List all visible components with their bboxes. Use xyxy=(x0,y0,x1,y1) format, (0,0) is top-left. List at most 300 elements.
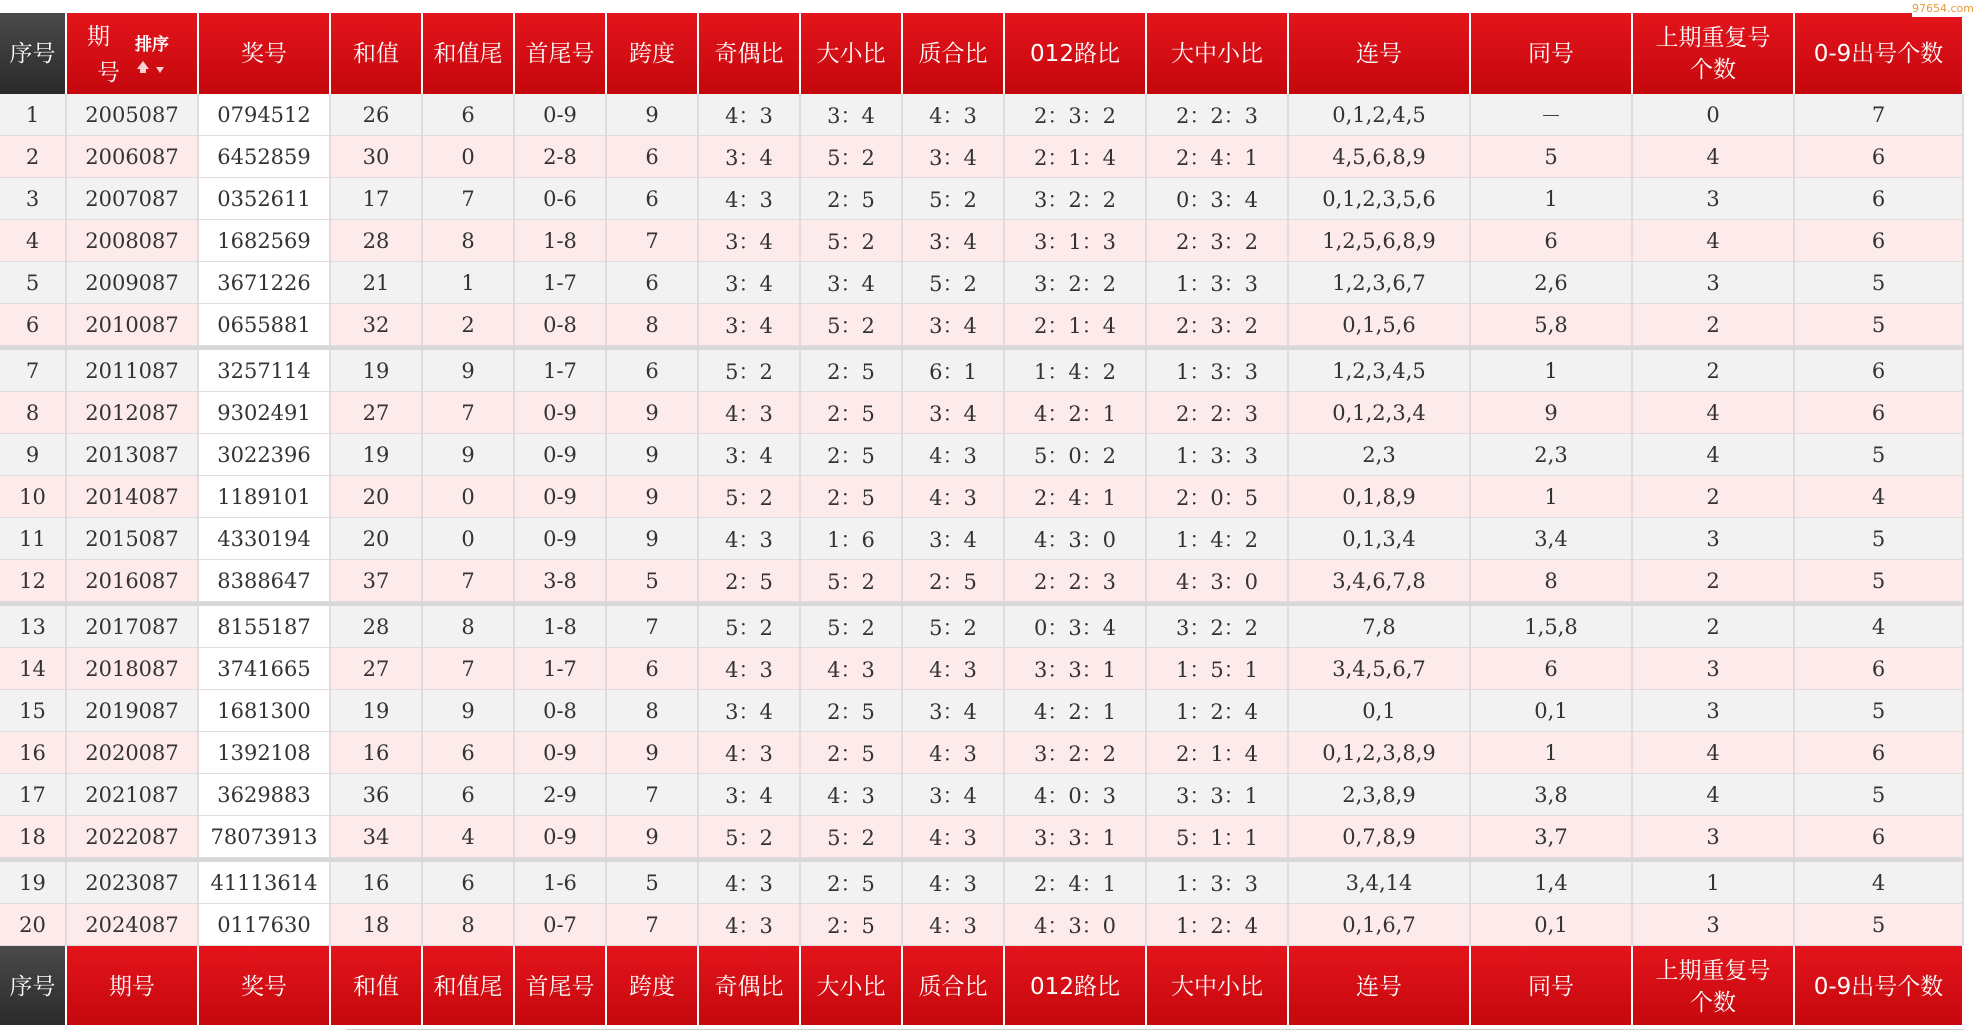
header-period-bottom: 号 xyxy=(97,60,120,86)
row-route-012: 3：2：2 xyxy=(1005,178,1147,220)
row-route-012: 0：3：4 xyxy=(1005,606,1147,648)
row-consecutive: 3,4,6,7,8 xyxy=(1289,560,1471,602)
row-route-012: 4：2：1 xyxy=(1005,690,1147,732)
header-repeat-count xyxy=(1633,13,1795,94)
row-span: 7 xyxy=(607,606,699,648)
row-sum-tail: 0 xyxy=(423,518,515,560)
row-period: 2016087 xyxy=(67,560,199,602)
row-prime-composite: 4：3 xyxy=(903,434,1005,476)
row-sum: 19 xyxy=(331,690,423,732)
row-odd-even: 3：4 xyxy=(699,262,801,304)
row-number: 0655881 xyxy=(199,304,331,346)
row-period: 2006087 xyxy=(67,136,199,178)
row-big-small: 2：5 xyxy=(801,904,903,946)
row-span: 5 xyxy=(607,560,699,602)
row-period: 2009087 xyxy=(67,262,199,304)
row-span: 8 xyxy=(607,304,699,346)
row-same: 1 xyxy=(1471,350,1633,392)
row-seq: 2 xyxy=(0,136,67,178)
row-odd-even: 3：4 xyxy=(699,220,801,262)
row-sum-tail: 7 xyxy=(423,392,515,434)
row-route-012: 3：2：2 xyxy=(1005,262,1147,304)
row-sum: 32 xyxy=(331,304,423,346)
row-repeat-count: 2 xyxy=(1633,560,1795,602)
row-sum-tail: 8 xyxy=(423,220,515,262)
row-first-last: 0-9 xyxy=(515,732,607,774)
row-span: 6 xyxy=(607,350,699,392)
row-same: 2,6 xyxy=(1471,262,1633,304)
row-number: 1392108 xyxy=(199,732,331,774)
row-odd-even: 4：3 xyxy=(699,94,801,136)
row-odd-even: 4：3 xyxy=(699,732,801,774)
row-span: 6 xyxy=(607,136,699,178)
row-odd-even: 4：3 xyxy=(699,178,801,220)
row-sum-tail: 2 xyxy=(423,304,515,346)
row-number: 8388647 xyxy=(199,560,331,602)
row-route-012: 2：1：4 xyxy=(1005,136,1147,178)
row-digits-count: 6 xyxy=(1795,392,1964,434)
row-route-012: 3：3：1 xyxy=(1005,648,1147,690)
header-sum: 和值 xyxy=(331,13,423,94)
row-first-last: 0-9 xyxy=(515,94,607,136)
row-same: 2,3 xyxy=(1471,434,1633,476)
row-big-mid-small: 2：0：5 xyxy=(1147,476,1289,518)
row-route-012: 2：4：1 xyxy=(1005,862,1147,904)
row-prime-composite: 4：3 xyxy=(903,904,1005,946)
table-row xyxy=(0,178,1964,220)
row-big-small: 3：4 xyxy=(801,94,903,136)
row-big-mid-small: 1：5：1 xyxy=(1147,648,1289,690)
row-odd-even: 5：2 xyxy=(699,350,801,392)
table-row xyxy=(0,774,1964,816)
row-sum: 17 xyxy=(331,178,423,220)
row-big-small: 2：5 xyxy=(801,476,903,518)
row-prime-composite: 3：4 xyxy=(903,220,1005,262)
row-repeat-count: 4 xyxy=(1633,434,1795,476)
row-first-last: 0-7 xyxy=(515,904,607,946)
row-number: 1682569 xyxy=(199,220,331,262)
table-row xyxy=(0,94,1964,136)
row-repeat-count: 3 xyxy=(1633,262,1795,304)
header-prime-composite: 质合比 xyxy=(903,13,1005,94)
row-repeat-count: 2 xyxy=(1633,476,1795,518)
row-repeat-count: 4 xyxy=(1633,220,1795,262)
footer-big-small: 大小比 xyxy=(801,946,903,1027)
header-seq: 序号 xyxy=(0,13,67,94)
row-consecutive: 0,1,3,4 xyxy=(1289,518,1471,560)
row-route-012: 4：2：1 xyxy=(1005,392,1147,434)
row-repeat-count: 3 xyxy=(1633,648,1795,690)
row-sum: 16 xyxy=(331,862,423,904)
footer-digits-count: 0-9出号个数 xyxy=(1795,946,1964,1027)
row-same: 5,8 xyxy=(1471,304,1633,346)
row-prime-composite: 4：3 xyxy=(903,94,1005,136)
row-repeat-count: 3 xyxy=(1633,904,1795,946)
row-digits-count: 6 xyxy=(1795,648,1964,690)
row-big-mid-small: 5：1：1 xyxy=(1147,816,1289,858)
table-header-bottom xyxy=(0,946,1964,1027)
footer-repeat-line1: 上期重复号 xyxy=(1655,957,1771,984)
row-seq: 3 xyxy=(0,178,67,220)
row-big-mid-small: 2：2：3 xyxy=(1147,94,1289,136)
table-row xyxy=(0,606,1964,648)
row-span: 9 xyxy=(607,518,699,560)
row-span: 9 xyxy=(607,732,699,774)
row-big-small: 1：6 xyxy=(801,518,903,560)
table-row xyxy=(0,690,1964,732)
row-sum: 28 xyxy=(331,606,423,648)
row-repeat-count: 1 xyxy=(1633,862,1795,904)
footer-same: 同号 xyxy=(1471,946,1633,1027)
footer-sum-tail: 和值尾 xyxy=(423,946,515,1027)
row-period: 2018087 xyxy=(67,648,199,690)
row-route-012: 2：1：4 xyxy=(1005,304,1147,346)
row-sum: 20 xyxy=(331,476,423,518)
table-row xyxy=(0,816,1964,858)
row-big-small: 5：2 xyxy=(801,606,903,648)
table-row xyxy=(0,220,1964,262)
row-same: 3,8 xyxy=(1471,774,1633,816)
row-sum-tail: 6 xyxy=(423,732,515,774)
row-period: 2013087 xyxy=(67,434,199,476)
header-digits-count: 0-9出号个数 xyxy=(1795,13,1964,94)
row-period: 2021087 xyxy=(67,774,199,816)
row-route-012: 5：0：2 xyxy=(1005,434,1147,476)
header-period-sort[interactable] xyxy=(67,13,199,94)
row-repeat-count: 4 xyxy=(1633,732,1795,774)
row-span: 8 xyxy=(607,690,699,732)
row-consecutive: 2,3 xyxy=(1289,434,1471,476)
row-first-last: 0-8 xyxy=(515,304,607,346)
row-consecutive: 0,7,8,9 xyxy=(1289,816,1471,858)
row-period: 2020087 xyxy=(67,732,199,774)
row-sum-tail: 6 xyxy=(423,862,515,904)
row-route-012: 2：3：2 xyxy=(1005,94,1147,136)
row-first-last: 2-8 xyxy=(515,136,607,178)
header-sum-tail: 和值尾 xyxy=(423,13,515,94)
table-row xyxy=(0,518,1964,560)
row-digits-count: 5 xyxy=(1795,304,1964,346)
row-number: 8155187 xyxy=(199,606,331,648)
row-seq: 10 xyxy=(0,476,67,518)
row-sum-tail: 6 xyxy=(423,774,515,816)
row-digits-count: 4 xyxy=(1795,862,1964,904)
row-repeat-count: 0 xyxy=(1633,94,1795,136)
row-first-last: 1-6 xyxy=(515,862,607,904)
row-big-small: 5：2 xyxy=(801,220,903,262)
row-odd-even: 3：4 xyxy=(699,304,801,346)
row-odd-even: 4：3 xyxy=(699,904,801,946)
row-big-small: 2：5 xyxy=(801,732,903,774)
row-span: 7 xyxy=(607,904,699,946)
header-period-top: 期 xyxy=(87,24,110,50)
row-route-012: 3：3：1 xyxy=(1005,816,1147,858)
row-digits-count: 5 xyxy=(1795,518,1964,560)
row-consecutive: 0,1,6,7 xyxy=(1289,904,1471,946)
row-route-012: 4：3：0 xyxy=(1005,518,1147,560)
row-sum: 27 xyxy=(331,392,423,434)
row-digits-count: 4 xyxy=(1795,606,1964,648)
row-odd-even: 5：2 xyxy=(699,816,801,858)
row-big-mid-small: 1：3：3 xyxy=(1147,434,1289,476)
row-number: 3671226 xyxy=(199,262,331,304)
row-sum-tail: 4 xyxy=(423,816,515,858)
row-period: 2024087 xyxy=(67,904,199,946)
footer-consecutive: 连号 xyxy=(1289,946,1471,1027)
row-sum: 21 xyxy=(331,262,423,304)
row-big-small: 2：5 xyxy=(801,434,903,476)
row-route-012: 4：3：0 xyxy=(1005,904,1147,946)
row-route-012: 3：1：3 xyxy=(1005,220,1147,262)
row-digits-count: 6 xyxy=(1795,220,1964,262)
footer-odd-even: 奇偶比 xyxy=(699,946,801,1027)
row-repeat-count: 2 xyxy=(1633,304,1795,346)
sort-label[interactable]: 排序 xyxy=(135,35,169,55)
row-seq: 12 xyxy=(0,560,67,602)
row-consecutive: 0,1,2,3,5,6 xyxy=(1289,178,1471,220)
row-sum: 37 xyxy=(331,560,423,602)
row-span: 7 xyxy=(607,220,699,262)
row-period: 2022087 xyxy=(67,816,199,858)
row-digits-count: 6 xyxy=(1795,350,1964,392)
row-number: 0352611 xyxy=(199,178,331,220)
footer-seq: 序号 xyxy=(0,946,67,1027)
row-number: 3629883 xyxy=(199,774,331,816)
row-sum: 19 xyxy=(331,350,423,392)
row-digits-count: 5 xyxy=(1795,560,1964,602)
row-span: 9 xyxy=(607,434,699,476)
row-span: 6 xyxy=(607,178,699,220)
row-first-last: 0-6 xyxy=(515,178,607,220)
row-sum: 16 xyxy=(331,732,423,774)
row-number: 4330194 xyxy=(199,518,331,560)
table-row xyxy=(0,862,1964,904)
row-consecutive: 4,5,6,8,9 xyxy=(1289,136,1471,178)
row-odd-even: 3：4 xyxy=(699,690,801,732)
row-sum: 30 xyxy=(331,136,423,178)
row-big-mid-small: 4：3：0 xyxy=(1147,560,1289,602)
bottom-divider xyxy=(346,1029,1964,1030)
row-number: 0117630 xyxy=(199,904,331,946)
row-period: 2017087 xyxy=(67,606,199,648)
row-number: 1681300 xyxy=(199,690,331,732)
row-first-last: 0-9 xyxy=(515,816,607,858)
row-first-last: 1-7 xyxy=(515,648,607,690)
row-sum: 28 xyxy=(331,220,423,262)
row-seq: 13 xyxy=(0,606,67,648)
table-row xyxy=(0,350,1964,392)
row-first-last: 0-9 xyxy=(515,518,607,560)
row-route-012: 2：2：3 xyxy=(1005,560,1147,602)
row-digits-count: 6 xyxy=(1795,732,1964,774)
row-sum-tail: 1 xyxy=(423,262,515,304)
row-repeat-count: 3 xyxy=(1633,816,1795,858)
row-same: 1 xyxy=(1471,476,1633,518)
row-seq: 18 xyxy=(0,816,67,858)
row-digits-count: 5 xyxy=(1795,434,1964,476)
row-number: 3257114 xyxy=(199,350,331,392)
row-same: 1,5,8 xyxy=(1471,606,1633,648)
row-big-small: 2：5 xyxy=(801,862,903,904)
row-odd-even: 3：4 xyxy=(699,434,801,476)
row-prime-composite: 4：3 xyxy=(903,648,1005,690)
footer-big-mid-small: 大中小比 xyxy=(1147,946,1289,1027)
row-prime-composite: 2：5 xyxy=(903,560,1005,602)
row-period: 2005087 xyxy=(67,94,199,136)
row-seq: 8 xyxy=(0,392,67,434)
row-sum-tail: 8 xyxy=(423,606,515,648)
footer-repeat-count xyxy=(1633,946,1795,1027)
row-same: 0,1 xyxy=(1471,904,1633,946)
row-sum-tail: 6 xyxy=(423,94,515,136)
header-first-last: 首尾号 xyxy=(515,13,607,94)
row-consecutive: 0,1,2,4,5 xyxy=(1289,94,1471,136)
row-number: 3741665 xyxy=(199,648,331,690)
footer-number: 奖号 xyxy=(199,946,331,1027)
row-first-last: 0-9 xyxy=(515,434,607,476)
row-big-small: 5：2 xyxy=(801,816,903,858)
row-big-mid-small: 2：3：2 xyxy=(1147,220,1289,262)
row-sum-tail: 7 xyxy=(423,648,515,690)
row-big-mid-small: 3：3：1 xyxy=(1147,774,1289,816)
row-consecutive: 2,3,8,9 xyxy=(1289,774,1471,816)
row-same: 3,4 xyxy=(1471,518,1633,560)
footer-first-last: 首尾号 xyxy=(515,946,607,1027)
row-sum: 19 xyxy=(331,434,423,476)
row-first-last: 0-8 xyxy=(515,690,607,732)
row-consecutive: 0,1,2,3,4 xyxy=(1289,392,1471,434)
row-number: 0794512 xyxy=(199,94,331,136)
header-route-012: 012路比 xyxy=(1005,13,1147,94)
row-odd-even: 4：3 xyxy=(699,518,801,560)
row-number: 41113614 xyxy=(199,862,331,904)
footer-sum: 和值 xyxy=(331,946,423,1027)
table-row xyxy=(0,476,1964,518)
header-same: 同号 xyxy=(1471,13,1633,94)
row-consecutive: 1,2,5,6,8,9 xyxy=(1289,220,1471,262)
row-seq: 5 xyxy=(0,262,67,304)
footer-period: 期号 xyxy=(67,946,199,1027)
header-odd-even: 奇偶比 xyxy=(699,13,801,94)
row-prime-composite: 4：3 xyxy=(903,816,1005,858)
row-big-small: 5：2 xyxy=(801,304,903,346)
row-prime-composite: 3：4 xyxy=(903,136,1005,178)
row-repeat-count: 4 xyxy=(1633,136,1795,178)
row-sum-tail: 9 xyxy=(423,690,515,732)
row-prime-composite: 4：3 xyxy=(903,732,1005,774)
row-sum-tail: 9 xyxy=(423,350,515,392)
row-span: 6 xyxy=(607,648,699,690)
row-odd-even: 4：3 xyxy=(699,392,801,434)
row-first-last: 2-9 xyxy=(515,774,607,816)
row-seq: 6 xyxy=(0,304,67,346)
row-consecutive: 7,8 xyxy=(1289,606,1471,648)
row-digits-count: 5 xyxy=(1795,262,1964,304)
row-consecutive: 0,1,2,3,8,9 xyxy=(1289,732,1471,774)
row-big-mid-small: 3：2：2 xyxy=(1147,606,1289,648)
row-seq: 14 xyxy=(0,648,67,690)
row-prime-composite: 6：1 xyxy=(903,350,1005,392)
table-header-top xyxy=(0,13,1964,94)
row-sum: 34 xyxy=(331,816,423,858)
row-number: 6452859 xyxy=(199,136,331,178)
table-row xyxy=(0,262,1964,304)
row-sum-tail: 7 xyxy=(423,178,515,220)
row-big-small: 4：3 xyxy=(801,774,903,816)
row-consecutive: 0,1 xyxy=(1289,690,1471,732)
row-odd-even: 2：5 xyxy=(699,560,801,602)
table-row xyxy=(0,304,1964,346)
row-span: 7 xyxy=(607,774,699,816)
row-same: 9 xyxy=(1471,392,1633,434)
row-same: 0,1 xyxy=(1471,690,1633,732)
row-digits-count: 6 xyxy=(1795,816,1964,858)
row-seq: 9 xyxy=(0,434,67,476)
row-period: 2012087 xyxy=(67,392,199,434)
row-seq: 4 xyxy=(0,220,67,262)
row-digits-count: 4 xyxy=(1795,476,1964,518)
header-repeat-line2: 个数 xyxy=(1690,56,1736,83)
row-same: 5 xyxy=(1471,136,1633,178)
row-number: 9302491 xyxy=(199,392,331,434)
footer-repeat-line2: 个数 xyxy=(1690,989,1736,1016)
row-odd-even: 5：2 xyxy=(699,606,801,648)
row-first-last: 1-7 xyxy=(515,350,607,392)
row-sum: 18 xyxy=(331,904,423,946)
row-same: 8 xyxy=(1471,560,1633,602)
row-big-small: 5：2 xyxy=(801,136,903,178)
row-number: 3022396 xyxy=(199,434,331,476)
row-big-mid-small: 1：4：2 xyxy=(1147,518,1289,560)
row-prime-composite: 4：3 xyxy=(903,476,1005,518)
row-seq: 19 xyxy=(0,862,67,904)
row-first-last: 0-9 xyxy=(515,476,607,518)
footer-prime-composite: 质合比 xyxy=(903,946,1005,1027)
row-consecutive: 3,4,14 xyxy=(1289,862,1471,904)
table-row xyxy=(0,434,1964,476)
row-prime-composite: 3：4 xyxy=(903,774,1005,816)
row-odd-even: 3：4 xyxy=(699,774,801,816)
row-big-mid-small: 2：3：2 xyxy=(1147,304,1289,346)
row-odd-even: 4：3 xyxy=(699,862,801,904)
header-big-small: 大小比 xyxy=(801,13,903,94)
row-period: 2015087 xyxy=(67,518,199,560)
row-consecutive: 1,2,3,6,7 xyxy=(1289,262,1471,304)
row-big-small: 2：5 xyxy=(801,690,903,732)
row-repeat-count: 3 xyxy=(1633,690,1795,732)
row-big-small: 2：5 xyxy=(801,178,903,220)
bottom-strip xyxy=(0,1025,1964,1036)
row-prime-composite: 3：4 xyxy=(903,392,1005,434)
row-same: 6 xyxy=(1471,220,1633,262)
row-seq: 11 xyxy=(0,518,67,560)
sort-arrows-icon[interactable] xyxy=(137,59,167,75)
row-span: 5 xyxy=(607,862,699,904)
row-period: 2010087 xyxy=(67,304,199,346)
table-body xyxy=(0,94,1964,946)
table-row xyxy=(0,904,1964,946)
row-prime-composite: 3：4 xyxy=(903,304,1005,346)
footer-span: 跨度 xyxy=(607,946,699,1027)
row-consecutive: 0,1,5,6 xyxy=(1289,304,1471,346)
row-period: 2019087 xyxy=(67,690,199,732)
row-digits-count: 7 xyxy=(1795,94,1964,136)
row-big-mid-small: 0：3：4 xyxy=(1147,178,1289,220)
table-row xyxy=(0,136,1964,178)
row-big-small: 3：4 xyxy=(801,262,903,304)
row-digits-count: 5 xyxy=(1795,690,1964,732)
row-repeat-count: 3 xyxy=(1633,518,1795,560)
